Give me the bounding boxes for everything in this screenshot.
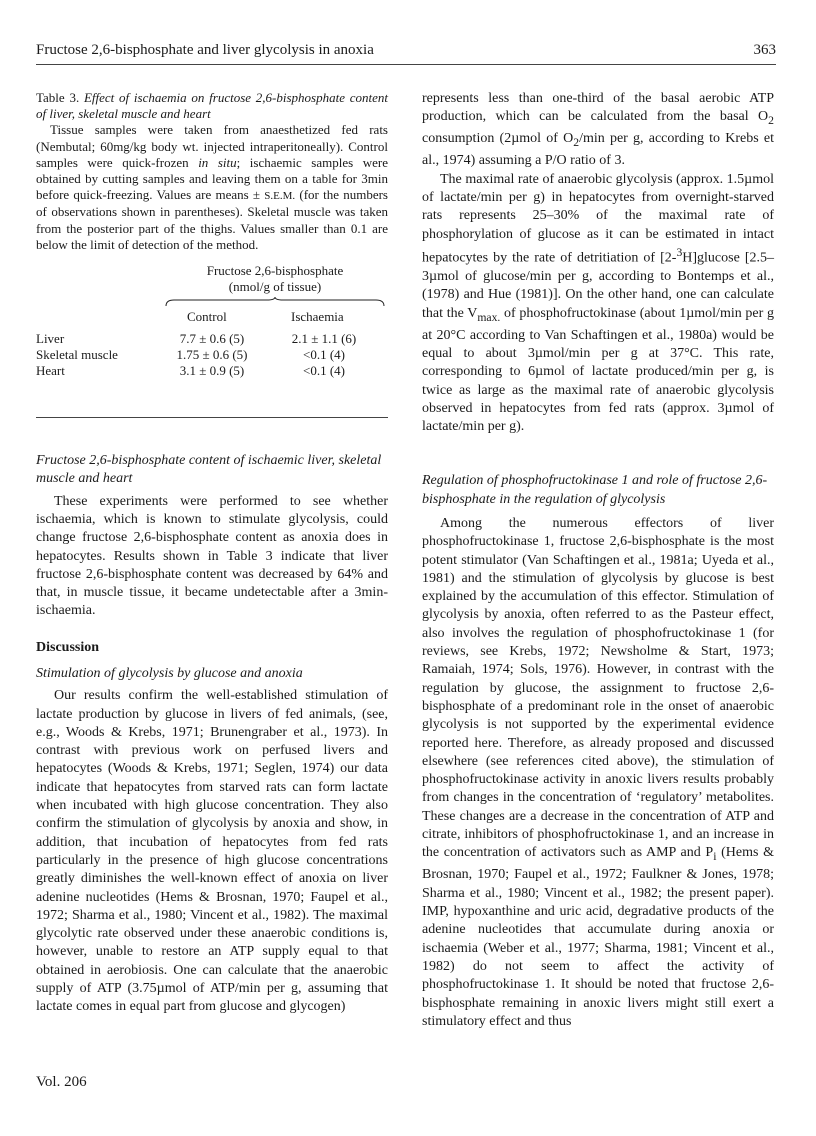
col-head-ischaemia: Ischaemia [291, 309, 344, 325]
table-title: Effect of ischaemia on fructose 2,6-bisphosphate content of liver, skeletal muscle and heart [36, 90, 389, 122]
table-note-text-c: (for the numbers of observations shown in parentheses). Skeletal muscle was taken from the posterior part of the thighs. Values smaller than 0.1 are below the limit of detection of the method. [36, 187, 388, 252]
footer-volume: Vol. 206 [36, 1074, 87, 1090]
control-value: 1.75 ± 0.6 (5) [176, 347, 248, 363]
table-row [36, 347, 388, 363]
paragraph-maximal-rate [422, 171, 774, 437]
text-span: (Hems & Brosnan, 1970; Faupel et al., 1972; Faulkner & Jones, 1978; Sharma et al., 1980; Vincent et al., 1982; the present paper). IMP, hypoxanthine and uric acid, degradative products of the adenine nucleotides that accumulate during anoxia or ischaemia (Weber et al., 1977; Sharma, 1981; Vincent et al., 1982) do not seem to affect the activity of phosphofructokinase 1. It should be noted that fructose 2,6-bisphosphate remaining in anoxic livers might still exert a stimulatory effect and thus [422, 845, 775, 1029]
page-number: 363 [753, 42, 776, 58]
table-column-heads [36, 309, 388, 329]
paragraph-stimulation: Our results confirm the well-established stimulation of lactate production by glucose in livers of fed animals, (see, e.g., Woods & Krebs, 1971; Brunengraber et al., 1973). In contrast with previous work on perfused livers and hepatocytes (Woods & Krebs, 1971; Seglen, 1974) our data indicate that hepatocytes from starved rats can form lactate when incubated with high glucose concentration. They also confirm the stimulation of glycolysis by anoxia and show, in addition, that incubation of hepatocytes from fed rats particularly in the presence of high glucose concentrations greatly diminishes the well-known effect of anoxia on liver adenine nucleotides (Hems & Brosnan, 1970; Faupel et al., 1972; Sharma et al., 1980; Vincent et al., 1982). The maximal glycolytic rate observed under these anaerobic conditions is, however, unable to restore an ATP supply equal to that obtained in aerobiosis. One can calculate that the anaerobic supply of ATP (3.75µmol of ATP/min per g, assuming that lactate comes in equal part from glucose and glycogen) [36, 688, 388, 1015]
table-group-head: Fructose 2,6-bisphosphate [206, 263, 344, 279]
table-note [36, 122, 388, 253]
table-caption [36, 90, 388, 122]
row-label: Liver [36, 331, 65, 347]
table-body [36, 263, 388, 418]
subscript: 2 [573, 136, 580, 150]
row-label: Skeletal muscle [36, 347, 118, 363]
section-heading-regulation: Regulation of phosphofructokinase 1 and role of fructose 2,6-bisphosphate in the regulation of glycolysis [422, 473, 768, 507]
row-label: Heart [36, 363, 65, 379]
left-column [36, 90, 388, 1017]
section-heading-stimulation: Stimulation of glycolysis by glucose and anoxia [36, 666, 303, 681]
text-span: consumption (2µmol of O [422, 131, 574, 147]
paragraph-ischaemic: These experiments were performed to see whether ischaemia, which is known to stimulate glycolysis, could change fructose 2,6-bisphosphate content as anoxia does in hepatocytes. Results shown in Table 3 indicate that liver fructose 2,6-bisphosphate content was decreased by 64% and that, in muscle tissue, it became undetectable after a 3min-ischaemia. [36, 493, 388, 619]
table-note-in-situ: in situ [198, 154, 237, 170]
table-group-unit: (nmol/g of tissue) [228, 279, 322, 295]
text-span: /min per g, according to Krebs et al., 1974) assuming a P/O ratio of 3. [422, 131, 774, 169]
running-title: Fructose 2,6-bisphosphate and liver glycolysis in anoxia [36, 42, 374, 58]
table-3 [36, 90, 388, 418]
ischaemia-value: <0.1 (4) [303, 363, 345, 379]
control-value: 3.1 ± 0.9 (5) [179, 363, 245, 379]
text-span: Among the numerous effectors of liver phosphofructokinase 1, fructose 2,6-bisphosphate is the most potent stimulator (Van Schaftingen et al., 1981a; Uyeda et al., 1981) and the stimulation of glycolysis by glucose is best explained by the accumulation of this effector. Stimulation of glycolysis by anoxia, often referred to as the Pasteur effect, also involves the regulation of phosphofructokinase 1 (for reviews, see Krebs, 1972; Newsholme & Start, 1973; Ramaiah, 1974; Sols, 1976). However, in contrast with the regulation by glucose, the assignment to fructose 2,6-bisphosphate of a predominant role in the onset of anaerobic glycolysis is not supported by the experimental evidence reported here. Therefore, as already proposed and discussed elsewhere (see references cited above), the stimulation of phosphofructokinase activity in anoxic livers results probably from changes in the concentration of ‘regulatory’ metabolites. These changes are a decrease in the concentration of ATP and citrate, inhibitors of phosphofructokinase 1, and an increase in the concentration of activators such as AMP and P [422, 515, 774, 861]
discussion-heading: Discussion [36, 639, 100, 655]
table-bottom-rule [36, 417, 388, 418]
right-column [422, 90, 774, 1031]
text-span: H]glucose [2.5–3µmol of glucose/min per g, according to Bontemps et al., (1978) and Hue (1981)]. On the other hand, one can calculate that the V [422, 250, 774, 321]
subscript: max. [477, 310, 501, 324]
table-note-text-b: ; ischaemic samples were obtained by cutting samples and leaving them on a table for 3min before quick-freezing. Values are means ± [36, 154, 388, 203]
superscript: 3 [676, 245, 683, 259]
control-value: 7.7 ± 0.6 (5) [179, 331, 245, 347]
paragraph-regulation [422, 515, 774, 1031]
col-head-control: Control [187, 309, 227, 325]
subscript: i [713, 850, 717, 864]
ischaemia-value: 2.1 ± 1.1 (6) [291, 331, 357, 347]
data-table [36, 331, 388, 379]
text-span: of phosphofructokinase (about 1µmol/min per g at 20°C according to Van Schaftingen et al., 1980a) would be equal to about 3µmol/min per g at 37°C. This rate, corresponding to 6µmol of lactate produced/min per g, is twice as large as the maximal rate of anaerobic glycolysis observed in hepatocytes from fed rats (approx. 3µmol of lactate/min per g). [422, 305, 774, 435]
table-group-brace [164, 297, 386, 307]
table-note-sem: S.E.M. [264, 190, 296, 203]
paragraph-atp-supply [422, 90, 774, 171]
running-header [36, 40, 776, 65]
ischaemia-value: <0.1 (4) [303, 347, 345, 363]
text-span: represents less than one-third of the basal aerobic ATP production, which can be calculated from the basal O [422, 91, 774, 125]
table-row [36, 331, 388, 347]
table-row [36, 363, 388, 379]
subscript: 2 [768, 114, 774, 128]
section-heading-ischaemic: Fructose 2,6-bisphosphate content of ischaemic liver, skeletal muscle and heart [36, 453, 382, 487]
table-label: Table 3. [36, 90, 80, 105]
table-note-text-a: Tissue samples were taken from anaesthetized fed rats (Nembutal; 60mg/kg body wt. injected intraperitoneally). Control samples were quick-frozen [36, 122, 388, 170]
text-span: The maximal rate of anaerobic glycolysis (approx. 1.5µmol of lactate/min per g) in hepatocytes from overnight-starved rats represents 25–30% of the maximal rate of phosphorylation of glucose as it can be estimated in intact hepatocytes by the rate of detritiation of [2- [422, 171, 774, 266]
